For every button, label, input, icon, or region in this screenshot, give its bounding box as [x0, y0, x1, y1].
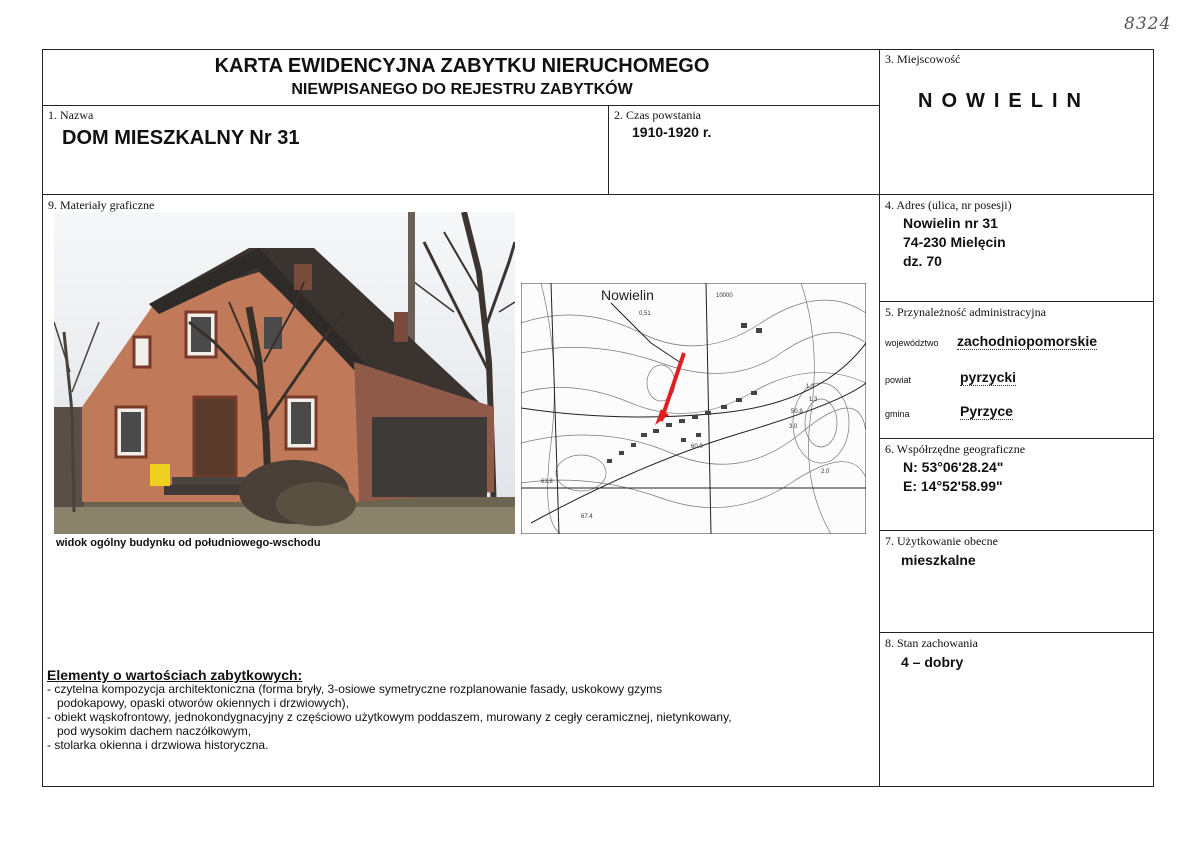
- county-value: pyrzycki: [960, 369, 1017, 385]
- heritage-heading: Elementy o wartościach zabytkowych:: [47, 667, 303, 683]
- voivodeship-label: województwo: [885, 338, 939, 348]
- heritage-elements: [47, 668, 875, 752]
- map-place-name: Nowielin: [601, 287, 654, 303]
- condition-label: 8. Stan zachowania: [885, 636, 978, 650]
- heritage-line: - obiekt wąskofrontowy, jednokondygnacyjny z częściowo użytkowym poddaszem, murowany z cegły ceramicznej, nietynkowany,: [47, 710, 732, 724]
- commune-label: gmina: [885, 409, 910, 419]
- card-subtitle: NIEWPISANEGO DO REJESTRU ZABYTKÓW: [291, 81, 633, 98]
- coord-n: N: 53°06'28.24": [903, 459, 1004, 475]
- town-value: NOWIELIN: [918, 90, 1090, 112]
- condition-value: 4 – dobry: [901, 654, 964, 670]
- address-line: Nowielin nr 31: [903, 215, 998, 231]
- address-line: 74-230 Mielęcin: [903, 234, 1006, 250]
- map-label: 60.0: [691, 444, 703, 450]
- map-label: 3.0: [789, 424, 798, 430]
- handwritten-document-number: 8324: [1124, 14, 1172, 34]
- commune-value: Pyrzyce: [960, 403, 1013, 419]
- name-label: 1. Nazwa: [48, 108, 94, 122]
- coords-label: 6. Współrzędne geograficzne: [885, 442, 1026, 456]
- map-label: 50.8: [791, 409, 803, 415]
- date-label: 2. Czas powstania: [614, 108, 701, 122]
- address-line: dz. 70: [903, 253, 942, 269]
- map-label: 1.3: [809, 397, 818, 403]
- photo-caption: widok ogólny budynku od południowego-wschodu: [56, 537, 321, 549]
- location-map: [521, 283, 866, 534]
- date-value: 1910-1920 r.: [632, 124, 712, 140]
- usage-label: 7. Użytkowanie obecne: [885, 534, 998, 548]
- voivodeship-value: zachodniopomorskie: [957, 333, 1098, 349]
- heritage-line: pod wysokim dachem naczółkowym,: [57, 724, 252, 738]
- graphics-label: 9. Materiały graficzne: [48, 198, 155, 212]
- address-block: [903, 214, 1006, 271]
- house-photo: [54, 212, 515, 534]
- name-value: DOM MIESZKALNY Nr 31: [62, 127, 300, 149]
- map-label: 10000: [716, 293, 733, 299]
- card-title: KARTA EWIDENCYJNA ZABYTKU NIERUCHOMEGO: [214, 55, 710, 77]
- map-label: 2.0: [821, 469, 830, 475]
- map-label: 1.2: [806, 384, 815, 390]
- county-label: powiat: [885, 375, 912, 385]
- map-label: 67.4: [581, 514, 593, 520]
- address-label: 4. Adres (ulica, nr posesji): [885, 198, 1012, 212]
- heritage-line: - czytelna kompozycja architektoniczna (forma bryły, 3-osiowe symetryczne rozplanowanie fasady, uskokowy gzyms: [47, 682, 663, 696]
- town-label: 3. Miejscowość: [885, 52, 961, 66]
- coord-e: E: 14°52'58.99": [903, 478, 1003, 494]
- map-label: 63.8: [541, 479, 553, 485]
- usage-value: mieszkalne: [901, 552, 976, 568]
- heritage-line: - stolarka okienna i drzwiowa historyczna.: [47, 738, 269, 752]
- admin-label: 5. Przynależność administracyjna: [885, 305, 1046, 319]
- map-label: 0,51: [639, 311, 651, 317]
- heritage-line: podokapowy, opaski otworów okiennych i drzwiowych),: [57, 696, 349, 710]
